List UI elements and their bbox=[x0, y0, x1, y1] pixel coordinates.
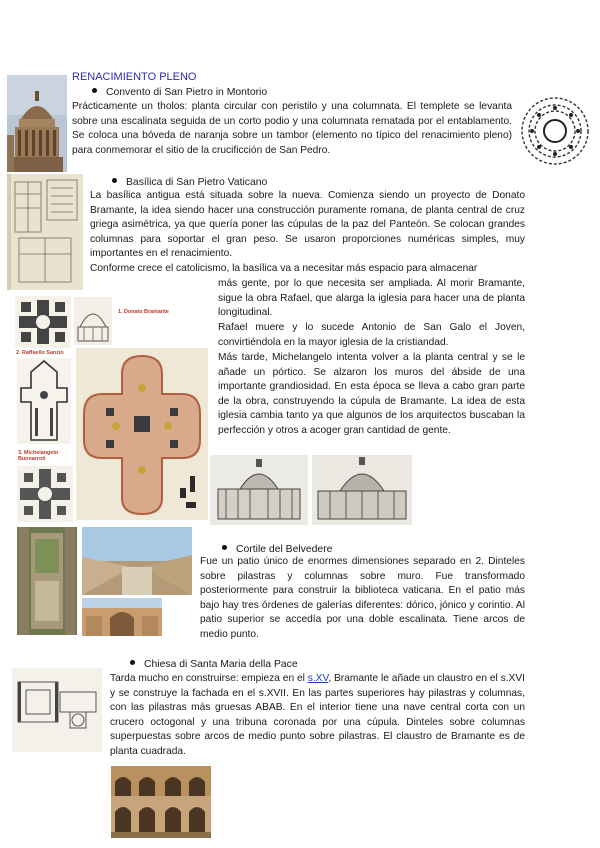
s1-bullet bbox=[92, 86, 267, 100]
michelangelo-plan bbox=[17, 466, 73, 522]
section-heading: RENACIMIENTO PLENO bbox=[72, 71, 197, 83]
s3-text: Fue un patio único de enormes dimensiones separado en 2. Dinteles sobre pilastras y columnas sobre muro. Fue transformado posteriormente para construir la biblioteca vaticana. En el patio más bajo hay tres órdenes de galerías diferentes: dórico, jónico y corintio. Al patio superior se accedía por una doble escalinata. Tiene arcos de medio punto. bbox=[200, 556, 525, 640]
tempietto-plan-diagram bbox=[518, 95, 592, 167]
bullet-icon bbox=[92, 88, 97, 93]
s4-text-start: Tarda mucho en construirse: empieza en el bbox=[110, 673, 308, 684]
raffaello-plan bbox=[17, 358, 71, 444]
belvedere-courtyard-photo bbox=[82, 527, 192, 595]
s2-paragraph-2b: más gente, por lo que necesita ser ampliada. Al morir Bramante, sigue la obra Rafael, que alarga la iglesia para hacer una de planta longitudinal. bbox=[218, 278, 525, 319]
santa-maria-pace-plan bbox=[12, 668, 102, 752]
s2-paragraph-1: La basílica antigua está situada sobre la nueva. Comienza siendo un proyecto de Donato Bramante, la idea siendo hacer una construcción puramente romana, de planta central de cruz griega asimétrica, ya que quería poner las cúpulas de la paz del Panteón. Se colocan grandes columnas para soportar el gran peso. Se usaron proporciones numéricas simples, muy importantes en el renacimiento. bbox=[90, 190, 525, 260]
belvedere-aerial-photo bbox=[17, 527, 77, 635]
s2-title: Basílica di San Pietro Vaticano bbox=[126, 177, 268, 188]
bramante-cloister-photo bbox=[111, 766, 211, 838]
bullet-icon bbox=[222, 545, 227, 550]
s4-link-sxv[interactable]: s.XV bbox=[307, 673, 329, 684]
s1-text: Prácticamente un tholos: planta circular con peristilo y una columnata. El templete se levanta sobre una escalinata seguida de un corto podio y una columnata rematada por el entablamento. Se coloca una bóveda de naranja sobre un tambor (elemento no típico del renacimiento pleno) para conmemorar el sitio de la crucificción de San Pedro. bbox=[72, 101, 512, 156]
st-peters-overlay-plan bbox=[76, 348, 208, 520]
s2-paragraph-3: Rafael muere y lo sucede Antonio de San Galo el Joven, convirtiéndola en la mayor iglesia de la cristiandad. bbox=[218, 322, 525, 348]
facade-engraving-1 bbox=[210, 455, 308, 525]
s4-text-rest: , Bramante le añade un claustro en el s.XVI y se construye la fachada en el s.XVII. En las partes superiores hay pilastras y columnas, con las pilastras más gruesas ABAB. En el interior tiene una nave central corta con un crucero octogonal y una tribuna coronada por una cúpula. Dinteles sobre columnas superpuestas sobre arcos de medio punto sobre pilastras. El claustro de Bramante es de planta cuadrada. bbox=[110, 673, 525, 757]
label-raffaello: 2. Raffaello Sanzio bbox=[16, 350, 64, 356]
bramante-plan bbox=[15, 296, 71, 348]
s4-title: Chiesa di Santa Maria della Pace bbox=[144, 659, 298, 670]
s1-title: Convento di San Pietro in Montorio bbox=[106, 87, 268, 98]
s4-text bbox=[110, 672, 525, 760]
dome-section-sketch bbox=[74, 297, 112, 345]
s2-paragraph-2a: Conforme crece el catolicismo, la basílica va a necesitar más espacio para almacenar bbox=[90, 263, 478, 274]
label-bramante: 1. Donato Bramante bbox=[118, 309, 169, 315]
s4-bullet bbox=[130, 658, 298, 672]
old-basilica-plan-drawing bbox=[7, 174, 83, 290]
bullet-icon bbox=[130, 660, 135, 665]
s3-title: Cortile del Belvedere bbox=[236, 544, 333, 555]
facade-engraving-2 bbox=[312, 455, 412, 525]
s2-bullet bbox=[112, 176, 267, 190]
bullet-icon bbox=[112, 178, 117, 183]
s2-paragraph-4: Más tarde, Michelangelo intenta volver a la planta central y se le añade un pórtico. Se alzaron los muros del ábside de una importante grandiosidad. En esta época se lleva a cabo gran parte de la obra, construyendo la cúpula de Bramante. La idea de esta iglesia cambia tanto ya que algunos de los arquitectos buscaban la perfección y otros a acoger gran cantidad de gente. bbox=[218, 352, 525, 436]
tempietto-photo bbox=[7, 75, 67, 172]
belvedere-niche-photo bbox=[82, 598, 162, 636]
label-michelangelo: 3. Michelangelo Buonarroti bbox=[18, 450, 59, 462]
